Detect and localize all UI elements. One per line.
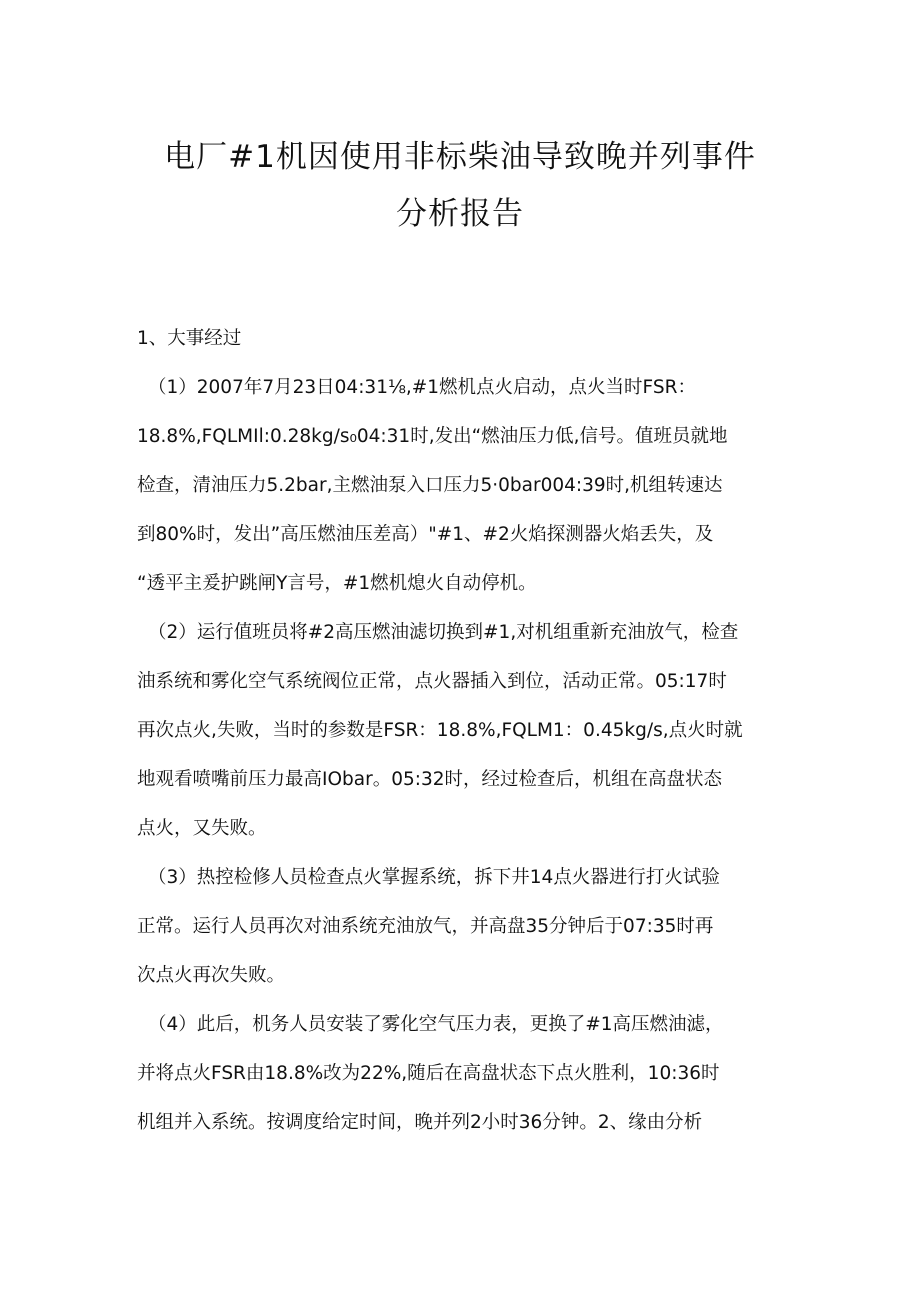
paragraph-line: 到80%时，发出”高压燃油压差高）"#1、#2火焰探测器火焰丢失，及 <box>137 524 714 545</box>
paragraph-line: （4）此后，机务人员安装了雾化空气压力表，更换了#1高压燃油滤， <box>148 1014 724 1035</box>
paragraph-line: 并将点火FSR由18.8%改为22%,随后在高盘状态下点火胜利，10:36时 <box>137 1063 720 1084</box>
paragraph-line: （1）2007年7月23日04:31⅛,#1燃机点火启动，点火当时FSR： <box>148 377 696 398</box>
paragraph-line: 点火，又失败。 <box>137 818 267 839</box>
paragraph-line: 18.8%,FQLMIl:0.28kg∕s₀04:31时,发出“燃油压力低,信号。值班员就地 <box>137 426 728 447</box>
paragraph-4 <box>137 1000 797 1147</box>
paragraph-3 <box>137 853 797 1000</box>
paragraph-2 <box>137 608 797 853</box>
document-title-line-1: 电厂#1机因使用非标柴油导致晚并列事件 <box>164 139 756 175</box>
paragraph-line: 次点火再次失败。 <box>137 965 286 986</box>
paragraph-line: 正常。运行人员再次对油系统充油放气，并高盘35分钟后于07:35时再 <box>137 916 714 937</box>
paragraph-1 <box>137 363 797 608</box>
paragraph-line: （3）热控检修人员检查点火掌握系统，拆下井14点火器进行打火试验 <box>148 867 720 888</box>
section-heading: 1、大事经过 <box>137 328 242 349</box>
paragraph-line: （2）运行值班员将#2高压燃油滤切换到#1,对机组重新充油放气，检查 <box>148 622 739 643</box>
paragraph-line: 检查，清油压力5.2bar,主燃油泵入口压力5·0bar004:39时,机组转速达 <box>137 475 723 496</box>
paragraph-line: 油系统和雾化空气系统阀位正常，点火器插入到位，活动正常。05:17时 <box>137 671 727 692</box>
paragraph-line: 地观看喷嘴前压力最高IObar。05:32时，经过检查后，机组在高盘状态 <box>137 769 723 790</box>
document-title-line-2: 分析报告 <box>396 196 524 232</box>
paragraph-line: 再次点火,失败，当时的参数是FSR：18.8%,FQLM1：0.45kg∕s,点火时就 <box>137 720 743 741</box>
document-body <box>137 314 797 1147</box>
paragraph-line: 机组并入系统。按调度给定时间，晚并列2小时36分钟。2、缘由分析 <box>137 1112 703 1133</box>
paragraph-line: “透平主爰护跳闸Y言号，#1燃机熄火自动停机。 <box>137 573 537 594</box>
